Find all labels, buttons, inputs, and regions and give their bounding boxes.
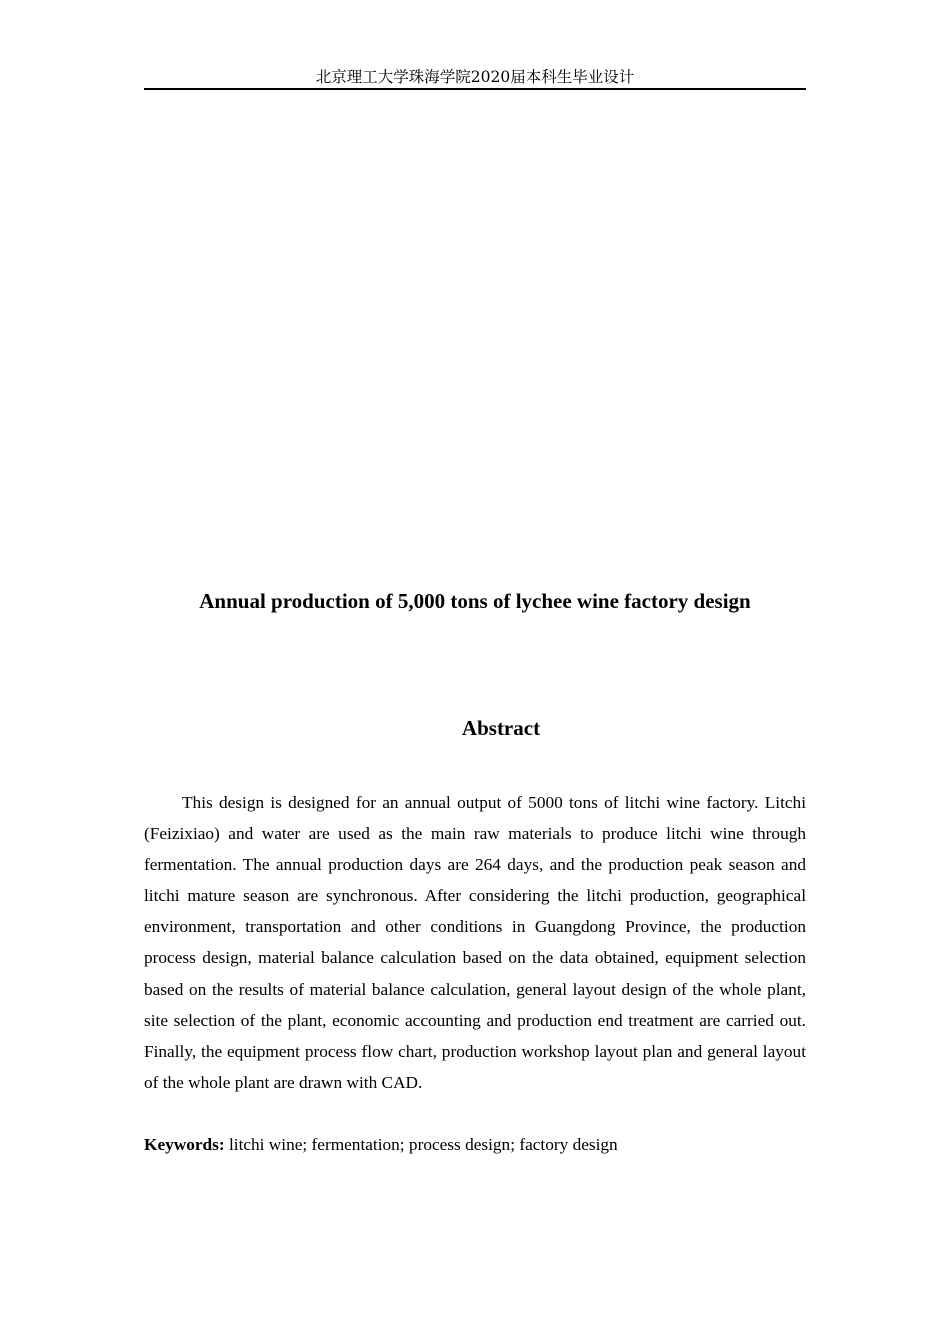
keywords-label: Keywords: xyxy=(144,1135,225,1154)
abstract-body: This design is designed for an annual output of 5000 tons of litchi wine factory. Litchi (Feizixiao) and water are used as the main raw materials to produce litchi wine through fermentation. The annual production days are 264 days, and the production peak season and litchi mature season are synchronous. After considering the litchi production, geographical environment, transportation and other conditions in Guangdong Province, the production process design, material balance calculation based on the data obtained, equipment selection based on the results of material balance calculation, general layout design of the whole plant, site selection of the plant, economic accounting and production end treatment are carried out. Finally, the equipment process flow chart, production workshop layout plan and general layout of the whole plant are drawn with CAD. xyxy=(144,793,806,1092)
keywords-value: litchi wine; fermentation; process design; factory design xyxy=(228,1135,618,1154)
header-rule xyxy=(144,88,806,90)
keywords-line xyxy=(144,1129,806,1160)
page-header: 北京理工大学珠海学院2020届本科生毕业设计 xyxy=(315,68,635,86)
document-title: Annual production of 5,000 tons of lychee wine factory design xyxy=(199,589,751,613)
abstract-heading: Abstract xyxy=(461,716,541,740)
